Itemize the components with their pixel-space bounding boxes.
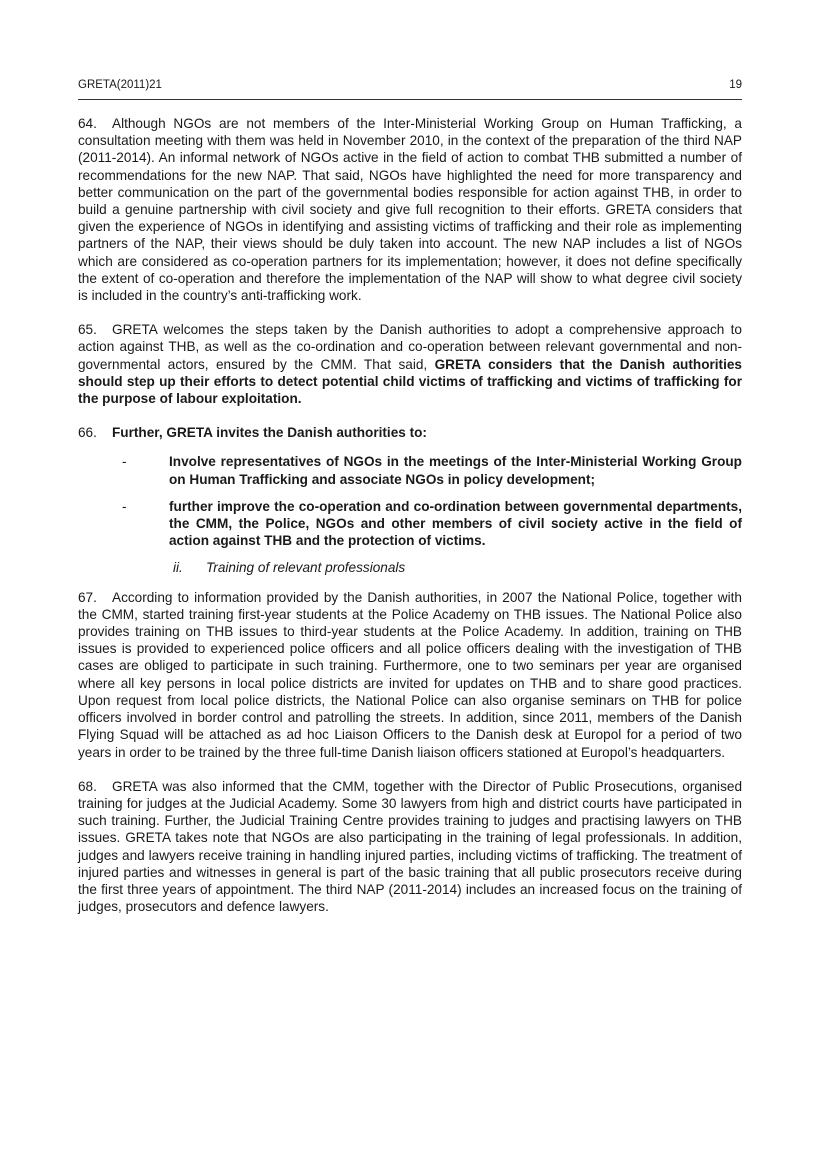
paragraph-number: 67.	[78, 589, 97, 605]
header-divider	[78, 99, 742, 100]
paragraph-number: 68.	[78, 778, 97, 794]
paragraph-number: 66.	[78, 425, 97, 441]
subsection-heading	[78, 559, 742, 576]
list-bullet: -	[122, 454, 127, 470]
paragraph-number: 64.	[78, 116, 97, 131]
paragraph-emphasis: Further, GRETA invites the Danish authorities to:	[112, 425, 427, 441]
paragraph-68	[78, 778, 742, 916]
list-item	[78, 453, 742, 487]
paragraph-65	[78, 321, 742, 407]
paragraph-emphasis: GRETA considers that the Danish authorities should step up their efforts to detect potential child victims of trafficking and victims of trafficking for the purpose of labour exploitation.	[78, 356, 742, 407]
paragraph-text: According to information provided by the Danish authorities, in 2007 the National Police, together with the CMM, started training first-year students at the Police Academy on THB issues. The National Police also provides training on THB issues to third-year students at the Police Academy. In addition, training on THB issues is provided to experienced police officers and all police officers dealing with the investigation of THB cases are obliged to participate in such training. Furthermore, one to two seminars per year are organised where all key persons in local police districts are invited for updates on THB and to share good practices. Upon request from local police districts, the National Police can also organise seminars on THB for police officers involved in border control and patrolling the streets. In addition, since 2011, members of the Danish Flying Squad will be attached as ad hoc Liaison Officers to the Danish desk at Europol for a period of two years in order to be trained by the three full-time Danish liaison officers stationed at Europol’s headquarters.	[78, 589, 742, 760]
paragraph-66	[78, 424, 742, 441]
recommendation-list	[78, 453, 742, 549]
list-bullet: -	[122, 498, 127, 514]
paragraph-67	[78, 589, 742, 761]
paragraph-text: GRETA welcomes the steps taken by the Danish authorities to adopt a comprehensive approach to action against THB, as well as the co-ordination and co-operation between relevant governmental and non-governmental actors, ensured by the CMM. That said,	[78, 322, 742, 372]
page-number: 19	[729, 79, 742, 91]
document-body	[78, 115, 742, 932]
paragraph-text: Although NGOs are not members of the Inter-Ministerial Working Group on Human Trafficking, a consultation meeting with them was held in November 2010, in the context of the preparation of the third NAP (2011-2014). An informal network of NGOs active in the field of action to combat THB submitted a number of recommendations for the new NAP. That said, NGOs have highlighted the need for more transparency and better communication on the part of the governmental bodies responsible for action against THB, in order to build a genuine partnership with civil society and give full recognition to their efforts. GRETA considers that given the experience of NGOs in identifying and assisting victims of trafficking and their role as implementing partners of the NAP, their views should be duly taken into account. The new NAP includes a list of NGOs which are considered as co-operation partners for its implementation; however, it does not define specifically the extent of co-operation and therefore the implementation of the NAP will show to what degree civil society is included in the country’s anti-trafficking work.	[78, 116, 742, 304]
paragraph-number: 65.	[78, 322, 97, 338]
subsection-title: Training of relevant professionals	[206, 560, 406, 576]
paragraph-text: GRETA was also informed that the CMM, together with the Director of Public Prosecutions, organised training for judges at the Judicial Academy. Some 30 lawyers from high and district courts have participated in such training. Further, the Judicial Training Centre provides training to judges and practising lawyers on THB issues. GRETA takes note that NGOs are also participating in the training of legal professionals. In addition, judges and lawyers receive training in handling injured parties, including victims of trafficking. The treatment of injured parties and witnesses in general is part of the basic training that all public prosecutors receive during the first three years of appointment. The third NAP (2011-2014) includes an increased focus on the training of judges, prosecutors and defence lawyers.	[78, 778, 742, 915]
document-id: GRETA(2011)21	[78, 79, 162, 91]
paragraph-64	[78, 115, 742, 304]
list-item-text: further improve the co-operation and co-ordination between governmental departments, the CMM, the Police, NGOs and other members of civil society active in the field of action against THB and the protection of victims.	[169, 498, 742, 549]
list-item	[78, 498, 742, 550]
page-header	[78, 78, 742, 92]
subsection-number: ii.	[173, 560, 183, 576]
list-item-text: Involve representatives of NGOs in the meetings of the Inter-Ministerial Working Group on Human Trafficking and associate NGOs in policy development;	[169, 454, 742, 487]
